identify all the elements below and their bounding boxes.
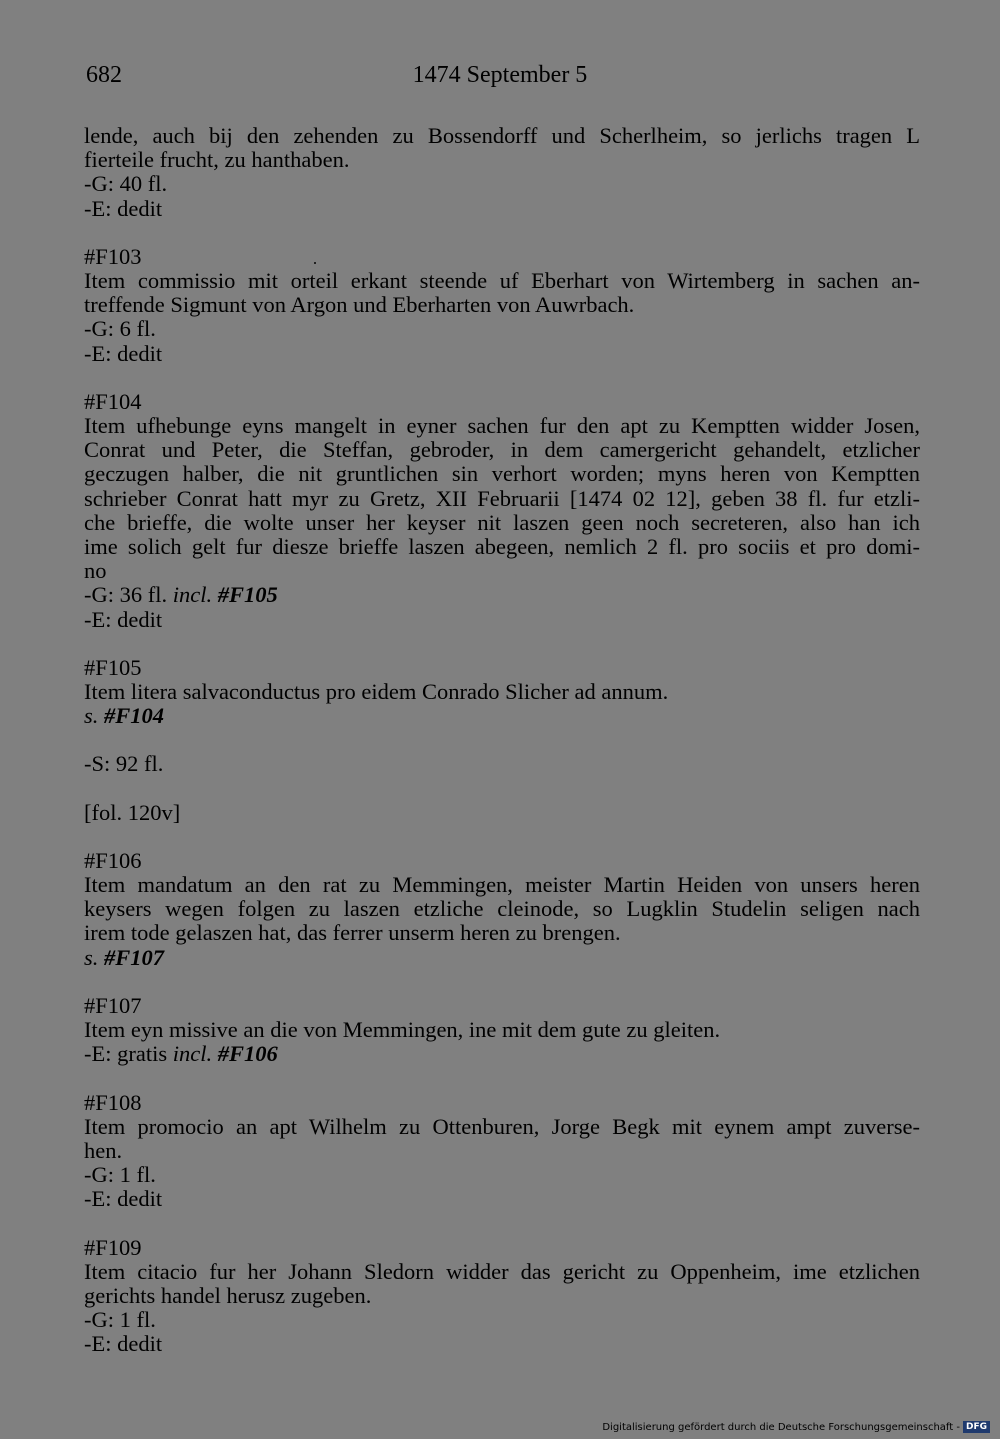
fee-g-amount: -G: 36 fl.	[84, 582, 173, 608]
fee-e-status: -E: gratis	[84, 1041, 173, 1067]
text-line: lende, auch bij den zehenden zu Bossendorff und Scherlheim, so jerlichs tragen L	[84, 123, 920, 148]
text-line: schrieber Conrat hatt myr zu Gretz, XII Februarii [1474 02 12], geben 38 fl. fur etzli-	[84, 485, 920, 511]
fee-e: -E: dedit	[84, 1186, 163, 1212]
fee-g: -G: 1 fl.	[84, 1307, 156, 1333]
see-label: s.	[84, 703, 99, 729]
entry-id: #F103	[84, 243, 142, 269]
entry-f106	[84, 849, 920, 970]
fee-g	[84, 583, 920, 607]
fee-g: -G: 6 fl.	[84, 316, 156, 342]
cross-reference: #F106	[217, 1041, 278, 1067]
folio-label: [fol. 120v]	[84, 799, 181, 825]
see-reference	[84, 704, 920, 728]
text-line: keysers wegen folgen zu laszen etzliche cleinode, so Lugklin Studelin seligen nach	[84, 896, 920, 922]
see-reference	[84, 946, 920, 970]
footer-credit	[602, 1421, 990, 1433]
entry-id: #F105	[84, 654, 142, 680]
entry-id: #F107	[84, 992, 142, 1018]
entry-f104	[84, 390, 920, 632]
entry-id: #F109	[84, 1234, 142, 1260]
text-line: geczugen halber, die nit gruntlichen sin verhort worden; myns heren von Kemptten	[84, 461, 920, 487]
text-line: Item commissio mit orteil erkant steende uf Eberhart von Wirtemberg in sachen an-	[84, 268, 920, 294]
text-line: ime solich gelt fur diesze brieffe laszen abegeen, nemlich 2 fl. pro sociis et pro domi-	[84, 534, 920, 560]
fee-e: -E: dedit	[84, 340, 163, 366]
fee-e	[84, 1042, 920, 1066]
text-line: Item citacio fur her Johann Sledorn widder das gericht zu Oppenheim, ime etzlichen	[84, 1258, 920, 1284]
fee-e: -E: dedit	[84, 195, 163, 221]
text-line: no	[84, 558, 107, 584]
fee-e: -E: dedit	[84, 1331, 163, 1357]
text-line: hen.	[84, 1137, 123, 1163]
text-line: gerichts handel herusz zugeben.	[84, 1282, 372, 1308]
text-line: che brieffe, die wolte unser her keyser nit laszen geen noch secreteren, also han ich	[84, 509, 920, 535]
cross-reference: #F105	[217, 582, 278, 608]
dfg-logo: DFG	[963, 1421, 990, 1433]
see-label: s.	[84, 944, 99, 970]
text-line: fierteile frucht, zu hanthaben.	[84, 147, 350, 173]
entry-text	[84, 124, 920, 172]
entry-f103	[84, 245, 920, 366]
incl-label: incl.	[172, 1041, 213, 1067]
document-body	[84, 124, 920, 1381]
sum-line	[84, 752, 920, 776]
entry-f109	[84, 1236, 920, 1357]
entry-id: #F104	[84, 388, 142, 414]
text-line: Conrat und Peter, die Steffan, gebroder, in dem camergericht gehandelt, etzlicher	[84, 437, 920, 463]
text-line: Item eyn missive an die von Memmingen, ine mit dem gute zu gleiten.	[84, 1017, 721, 1043]
fee-g: -G: 40 fl.	[84, 171, 168, 197]
running-head: 1474 September 5	[412, 62, 588, 88]
entry-f107	[84, 994, 920, 1067]
incl-label: incl.	[172, 582, 213, 608]
folio-marker	[84, 801, 920, 825]
text-line: irem tode gelaszen hat, das ferrer unserm heren zu brengen.	[84, 920, 621, 946]
text-line: Item ufhebunge eyns mangelt in eyner sachen fur den apt zu Kemptten widder Josen,	[84, 413, 920, 439]
entry-f105	[84, 656, 920, 729]
cross-reference: #F104	[104, 703, 165, 729]
entry-continuation	[84, 124, 920, 221]
entry-id: #F108	[84, 1089, 142, 1115]
cross-reference: #F107	[104, 944, 165, 970]
fee-g: -G: 1 fl.	[84, 1162, 156, 1188]
fee-e: -E: dedit	[84, 606, 163, 632]
text-line: Item promocio an apt Wilhelm zu Ottenburen, Jorge Begk mit eynem ampt zuverse-	[84, 1113, 920, 1139]
footer-credit-text: Digitalisierung gefördert durch die Deutsche Forschungsgemeinschaft -	[602, 1421, 960, 1433]
page-number: 682	[86, 62, 122, 88]
fee-s: -S: 92 fl.	[84, 751, 164, 777]
text-line: treffende Sigmunt von Argon und Eberharten von Auwrbach.	[84, 292, 635, 318]
entry-id: #F106	[84, 847, 142, 873]
text-line: Item litera salvaconductus pro eidem Conrado Slicher ad annum.	[84, 679, 669, 705]
entry-f108	[84, 1091, 920, 1212]
text-line: Item mandatum an den rat zu Memmingen, meister Martin Heiden von unsers heren	[84, 872, 920, 898]
